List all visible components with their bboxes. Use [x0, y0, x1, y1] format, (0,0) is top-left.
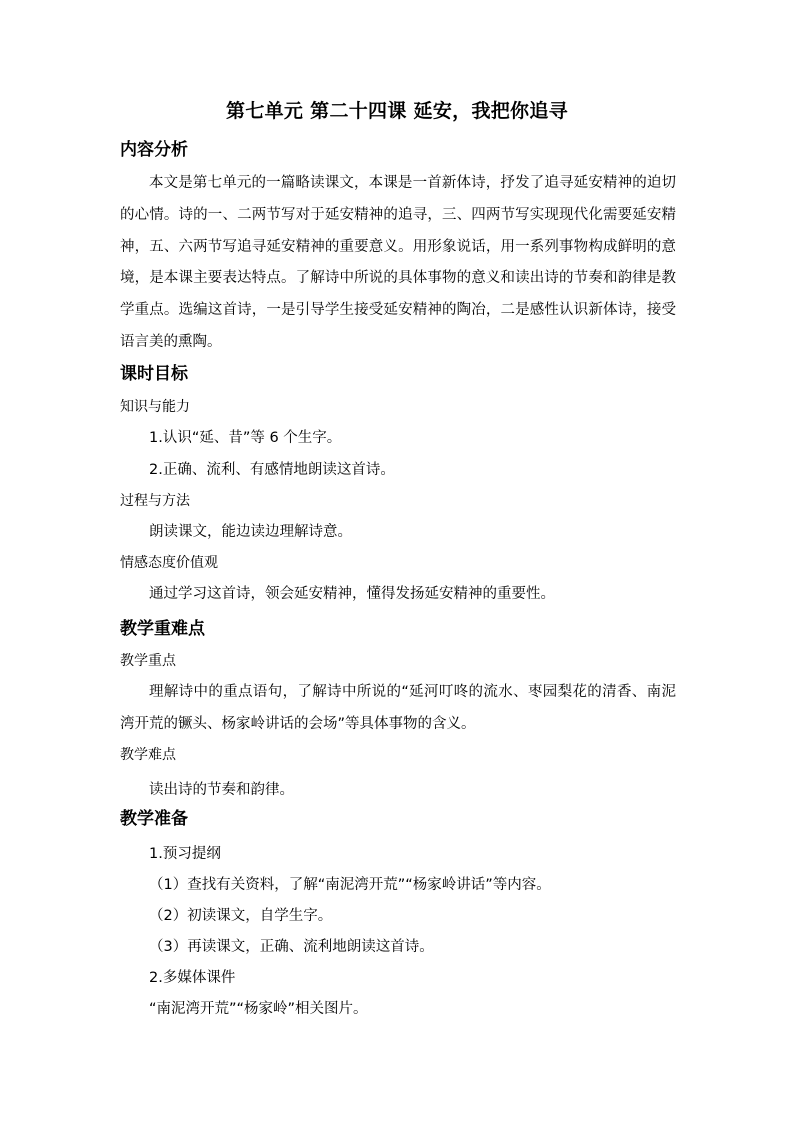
preparation-sub-item-3: （3）再读课文，正确、流利地朗读这首诗。	[149, 939, 434, 955]
heading-objectives: 课时目标	[120, 364, 188, 384]
label-emotion: 情感态度价值观	[120, 555, 218, 571]
knowledge-item-2: 2.正确、流利、有感情地朗读这首诗。	[149, 462, 395, 478]
preparation-item-2-text: “南泥湾开荒”“杨家岭”相关图片。	[149, 1001, 368, 1017]
label-focus: 教学重点	[120, 653, 176, 669]
page-title: 第七单元 第二十四课 延安，我把你追寻	[226, 100, 568, 122]
content-analysis-paragraph: 本文是第七单元的一篇略读课文，本课是一首新体诗，抒发了追寻延安精神的迫切的心情。诗的一、二两节写对于延安精神的追寻，三、四两节写实现现代化需要延安精神，五、六两节写追寻延安精神的重要意义。用形象说话，用一系列事物构成鲜明的意境，是本课主要表达特点。了解诗中所说的具体事物的意义和读出诗的节奏和韵律是教学重点。选编这首诗，一是引导学生接受延安精神的陶冶，二是感性认识新体诗，接受语言美的熏陶。	[120, 175, 676, 350]
heading-key-points: 教学重难点	[120, 619, 205, 639]
label-knowledge: 知识与能力	[120, 399, 190, 415]
knowledge-item-1: 1.认识“延、昔”等 6 个生字。	[149, 430, 342, 446]
label-difficulty: 教学难点	[120, 747, 176, 763]
focus-text: 理解诗中的重点语句，了解诗中所说的“延河叮咚的流水、枣园梨花的清香、南泥湾开荒的镢头、杨家岭讲话的会场”等具体事物的含义。	[120, 684, 676, 732]
difficulty-text: 读出诗的节奏和韵律。	[149, 782, 294, 798]
label-process: 过程与方法	[120, 493, 190, 509]
process-text: 朗读课文，能边读边理解诗意。	[149, 524, 352, 540]
heading-content-analysis: 内容分析	[120, 140, 188, 160]
heading-preparation: 教学准备	[120, 809, 188, 829]
preparation-sub-item-1: （1）查找有关资料，了解“南泥湾开荒”“杨家岭讲话”等内容。	[149, 877, 551, 893]
emotion-text: 通过学习这首诗，领会延安精神，懂得发扬延安精神的重要性。	[149, 586, 555, 602]
preparation-item-2: 2.多媒体课件	[149, 970, 236, 986]
preparation-sub-item-2: （2）初读课文，自学生字。	[149, 908, 333, 924]
preparation-item-1: 1.预习提纲	[149, 846, 221, 862]
